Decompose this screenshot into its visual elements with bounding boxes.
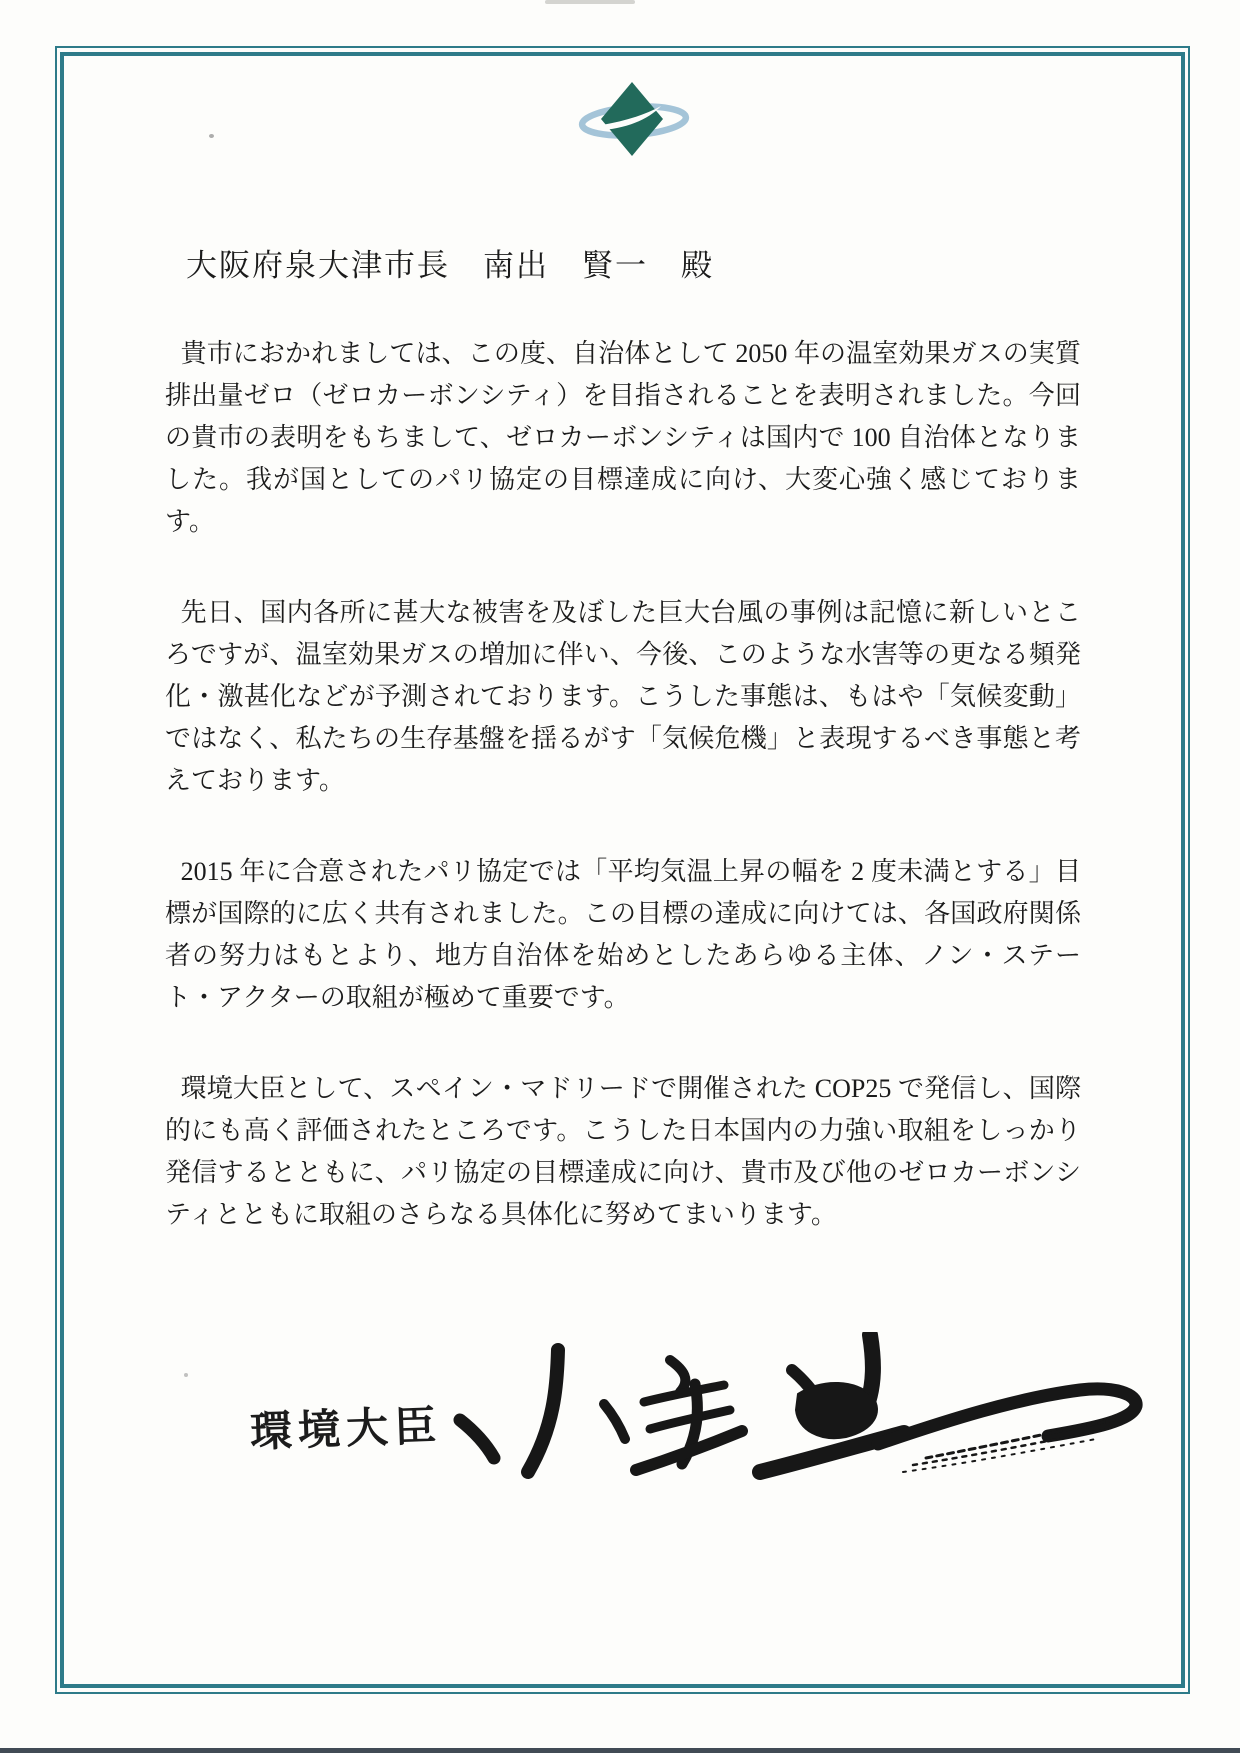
paragraph-2: 先日、国内各所に甚大な被害を及ぼした巨大台風の事例は記憶に新しいところですが、温室効果ガスの増加に伴い、今後、このような水害等の更なる頻発化・激甚化などが予測されております。こうした事態は、もはや「気候変動」ではなく、私たちの生存基盤を揺るがす「気候危機」と表現するべき事態と考えております。 — [165, 598, 1081, 795]
minister-brush-signature-icon — [408, 1332, 1168, 1497]
paragraph-1: 貴市におかれましては、この度、自治体として 2050 年の温室効果ガスの実質排出量ゼロ（ゼロカーボンシティ）を目指されることを表明されました。今回の貴市の表明をもちまして、ゼロカーボンシティは国内で 100 自治体となりました。我が国としてのパリ協定の目標達成に向け、大変心強く感じております。 — [165, 339, 1081, 536]
letter-body — [165, 333, 1081, 1285]
paragraph-4: 環境大臣として、スペイン・マドリードで開催された COP25 で発信し、国際的にも高く評価されたところです。こうした日本国内の力強い取組をしっかり発信するとともに、パリ協定の目標達成に向け、貴市及び他のゼロカーボンシティとともに取組のさらなる具体化に努めてまいります。 — [165, 1074, 1081, 1229]
paragraph-3: 2015 年に合意されたパリ協定では「平均気温上昇の幅を 2 度未満とする」目標が国際的に広く共有されました。この目標の達成に向けては、各国政府関係者の努力はもとより、地方自治体を始めとしたあらゆる主体、ノン・ステート・アクターの取組が極めて重要です。 — [165, 857, 1081, 1012]
scan-edge-shadow — [0, 1748, 1240, 1753]
ministry-of-environment-logo-icon — [570, 80, 700, 162]
minister-title: 環境大臣 — [249, 1403, 443, 1457]
scan-smudge — [545, 0, 635, 4]
addressee-line: 大阪府泉大津市長 南出 賢一 殿 — [186, 248, 714, 283]
